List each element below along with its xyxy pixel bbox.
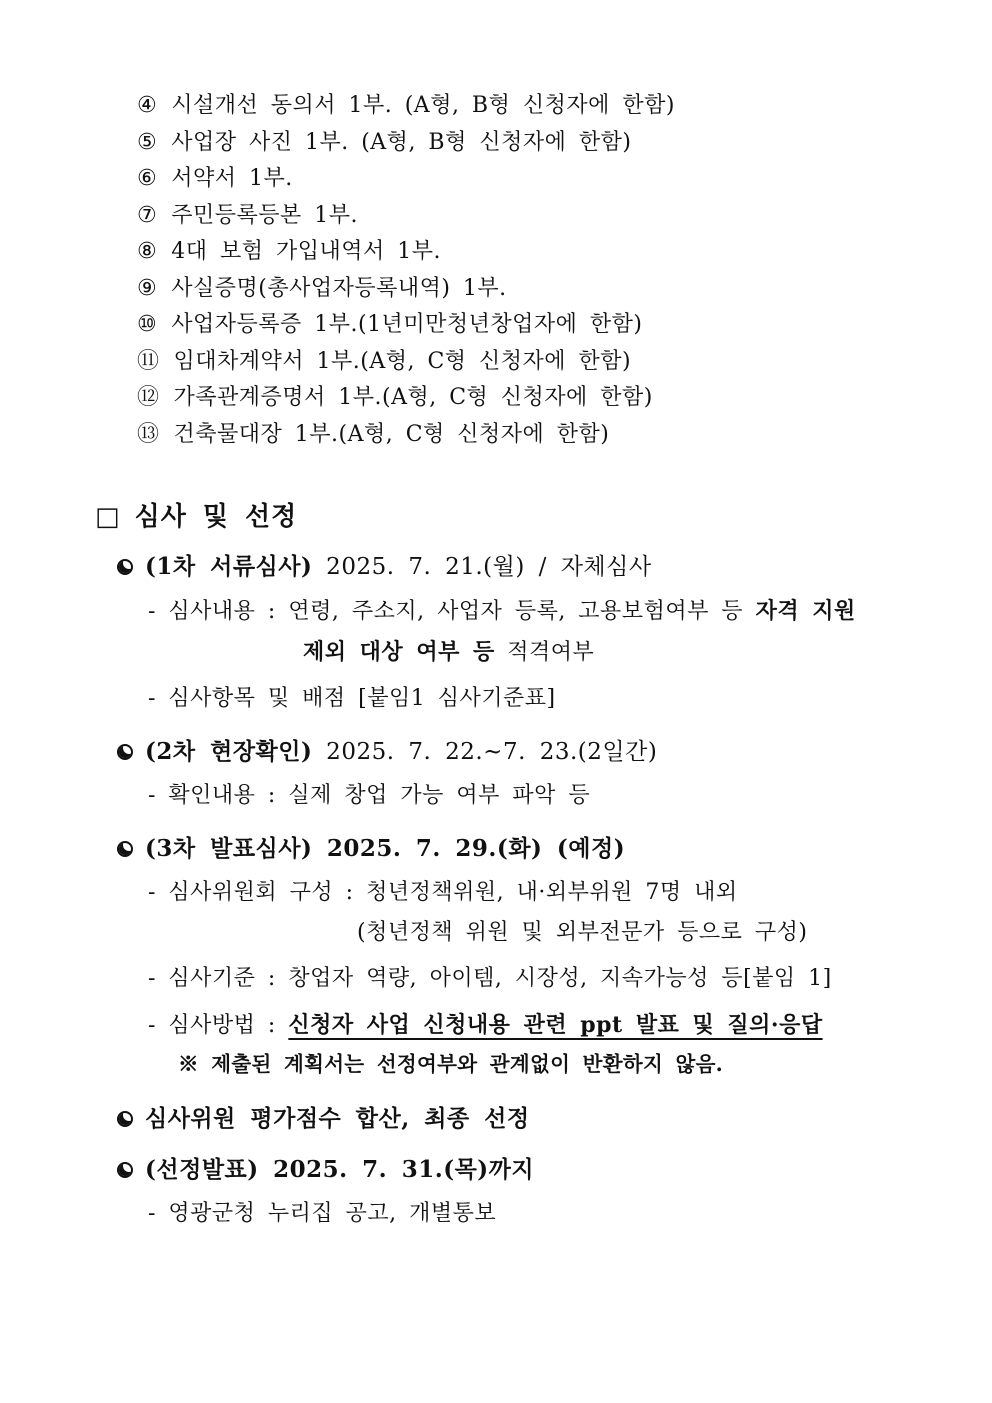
round2-title: (2차 현장확인) [145, 738, 313, 765]
circled-number: ⑨ [137, 275, 158, 301]
attachment-text: 사업장 사진 1부. (A형, B형 신청자에 한함) [171, 129, 632, 155]
circle-bullet-icon [117, 1162, 133, 1178]
attachment-text: 주민등록등본 1부. [171, 202, 358, 228]
announcement-detail-line: - 영광군청 누리집 공고, 개별통보 [148, 1201, 497, 1226]
attachment-text: 임대차계약서 1부.(A형, C형 신청자에 한함) [173, 348, 632, 374]
circled-number: ⑦ [137, 202, 158, 228]
round3-criteria-line: - 심사기준 : 창업자 역량, 아이템, 시장성, 지속가능성 등[붙임 1] [148, 966, 832, 991]
round2-check-line: - 확인내용 : 실제 창업 가능 여부 파악 등 [148, 783, 591, 808]
circled-number: ⑧ [137, 239, 158, 264]
review-selection-section [0, 500, 992, 1234]
circled-number: ⑪ [137, 348, 160, 374]
no-return-note: ※ 제출된 계획서는 선정여부와 관계없이 반환하지 않음. [178, 1052, 724, 1076]
attachment-list [0, 0, 992, 453]
criteria-wrap-bold: 제외 대상 여부 등 [303, 639, 495, 665]
round3-committee-wrap: (청년정책 위원 및 외부전문가 등으로 구성) [357, 920, 808, 945]
criteria-prefix: - 심사내용 : 연령, 주소지, 사업자 등록, 고용보험여부 등 [148, 599, 756, 624]
attachment-item [137, 344, 922, 381]
attachment-item [137, 380, 922, 417]
round3-committee-line: - 심사위원회 구성 : 청년정책위원, 내·외부위원 7명 내외 [148, 880, 738, 905]
attachment-text: 서약서 1부. [171, 166, 293, 191]
attachment-item [137, 417, 922, 454]
round1-date: 2025. 7. 21.(월) / 자체심사 [312, 554, 652, 580]
round2-date: 2025. 7. 22.~7. 23.(2일간) [312, 739, 658, 765]
round3-heading [95, 831, 932, 867]
round1-criteria-line [95, 591, 932, 632]
attachment-item [137, 271, 922, 308]
circled-number: ⑥ [137, 166, 158, 191]
attachment-item [137, 88, 922, 125]
attachment-text: 가족관계증명서 1부.(A형, C형 신청자에 한함) [173, 385, 653, 410]
round1-criteria-wrap [95, 632, 932, 673]
attachment-item [137, 234, 922, 271]
circle-bullet-icon [117, 744, 133, 760]
criteria-bold: 자격 지원 [755, 598, 856, 624]
round1-title: (1차 서류심사) [145, 553, 313, 580]
method-value: 신청자 사업 신청내용 관련 ppt 발표 및 질의·응답 [288, 1012, 823, 1038]
attachment-item [137, 125, 922, 162]
attachment-text: 건축물대장 1부.(A형, C형 신청자에 한함) [173, 421, 610, 447]
attachment-item [137, 161, 922, 198]
section-heading-text: 심사 및 선정 [134, 502, 298, 532]
attachment-text: 시설개선 동의서 1부. (A형, B형 신청자에 한함) [171, 93, 675, 118]
circled-number: ⑤ [137, 129, 158, 155]
attachment-text: 4대 보험 가입내역서 1부. [171, 239, 441, 264]
attachment-item [137, 198, 922, 235]
round3-title: (3차 발표심사) 2025. 7. 29.(화) (예정) [145, 835, 626, 862]
round1-items-line: - 심사항목 및 배점 [붙임1 심사기준표] [148, 686, 556, 711]
circled-number: ⑩ [137, 312, 158, 337]
round3-method-line [95, 1005, 932, 1046]
square-marker-icon: □ [95, 502, 121, 532]
final-scoring-text: 심사위원 평가점수 합산, 최종 선정 [145, 1105, 530, 1132]
circled-number: ⑬ [137, 421, 160, 447]
method-prefix: - 심사방법 : [148, 1013, 289, 1038]
round2-heading [95, 734, 932, 770]
circled-number: ④ [137, 93, 158, 118]
section-heading [95, 500, 932, 534]
announcement-title: (선정발표) 2025. 7. 31.(목)까지 [145, 1156, 535, 1183]
circle-bullet-icon [117, 559, 133, 575]
attachment-text: 사실증명(총사업자등록내역) 1부. [171, 275, 507, 301]
final-scoring-line [95, 1101, 932, 1137]
attachment-text: 사업자등록증 1부.(1년미만청년창업자에 한함) [171, 312, 643, 337]
round1-heading [95, 549, 932, 585]
criteria-wrap-rest: 적격여부 [494, 640, 595, 665]
circled-number: ⑫ [137, 385, 160, 410]
circle-bullet-icon [117, 1111, 133, 1127]
announcement-heading [95, 1152, 932, 1188]
circle-bullet-icon [117, 841, 133, 857]
attachment-item [137, 307, 922, 344]
